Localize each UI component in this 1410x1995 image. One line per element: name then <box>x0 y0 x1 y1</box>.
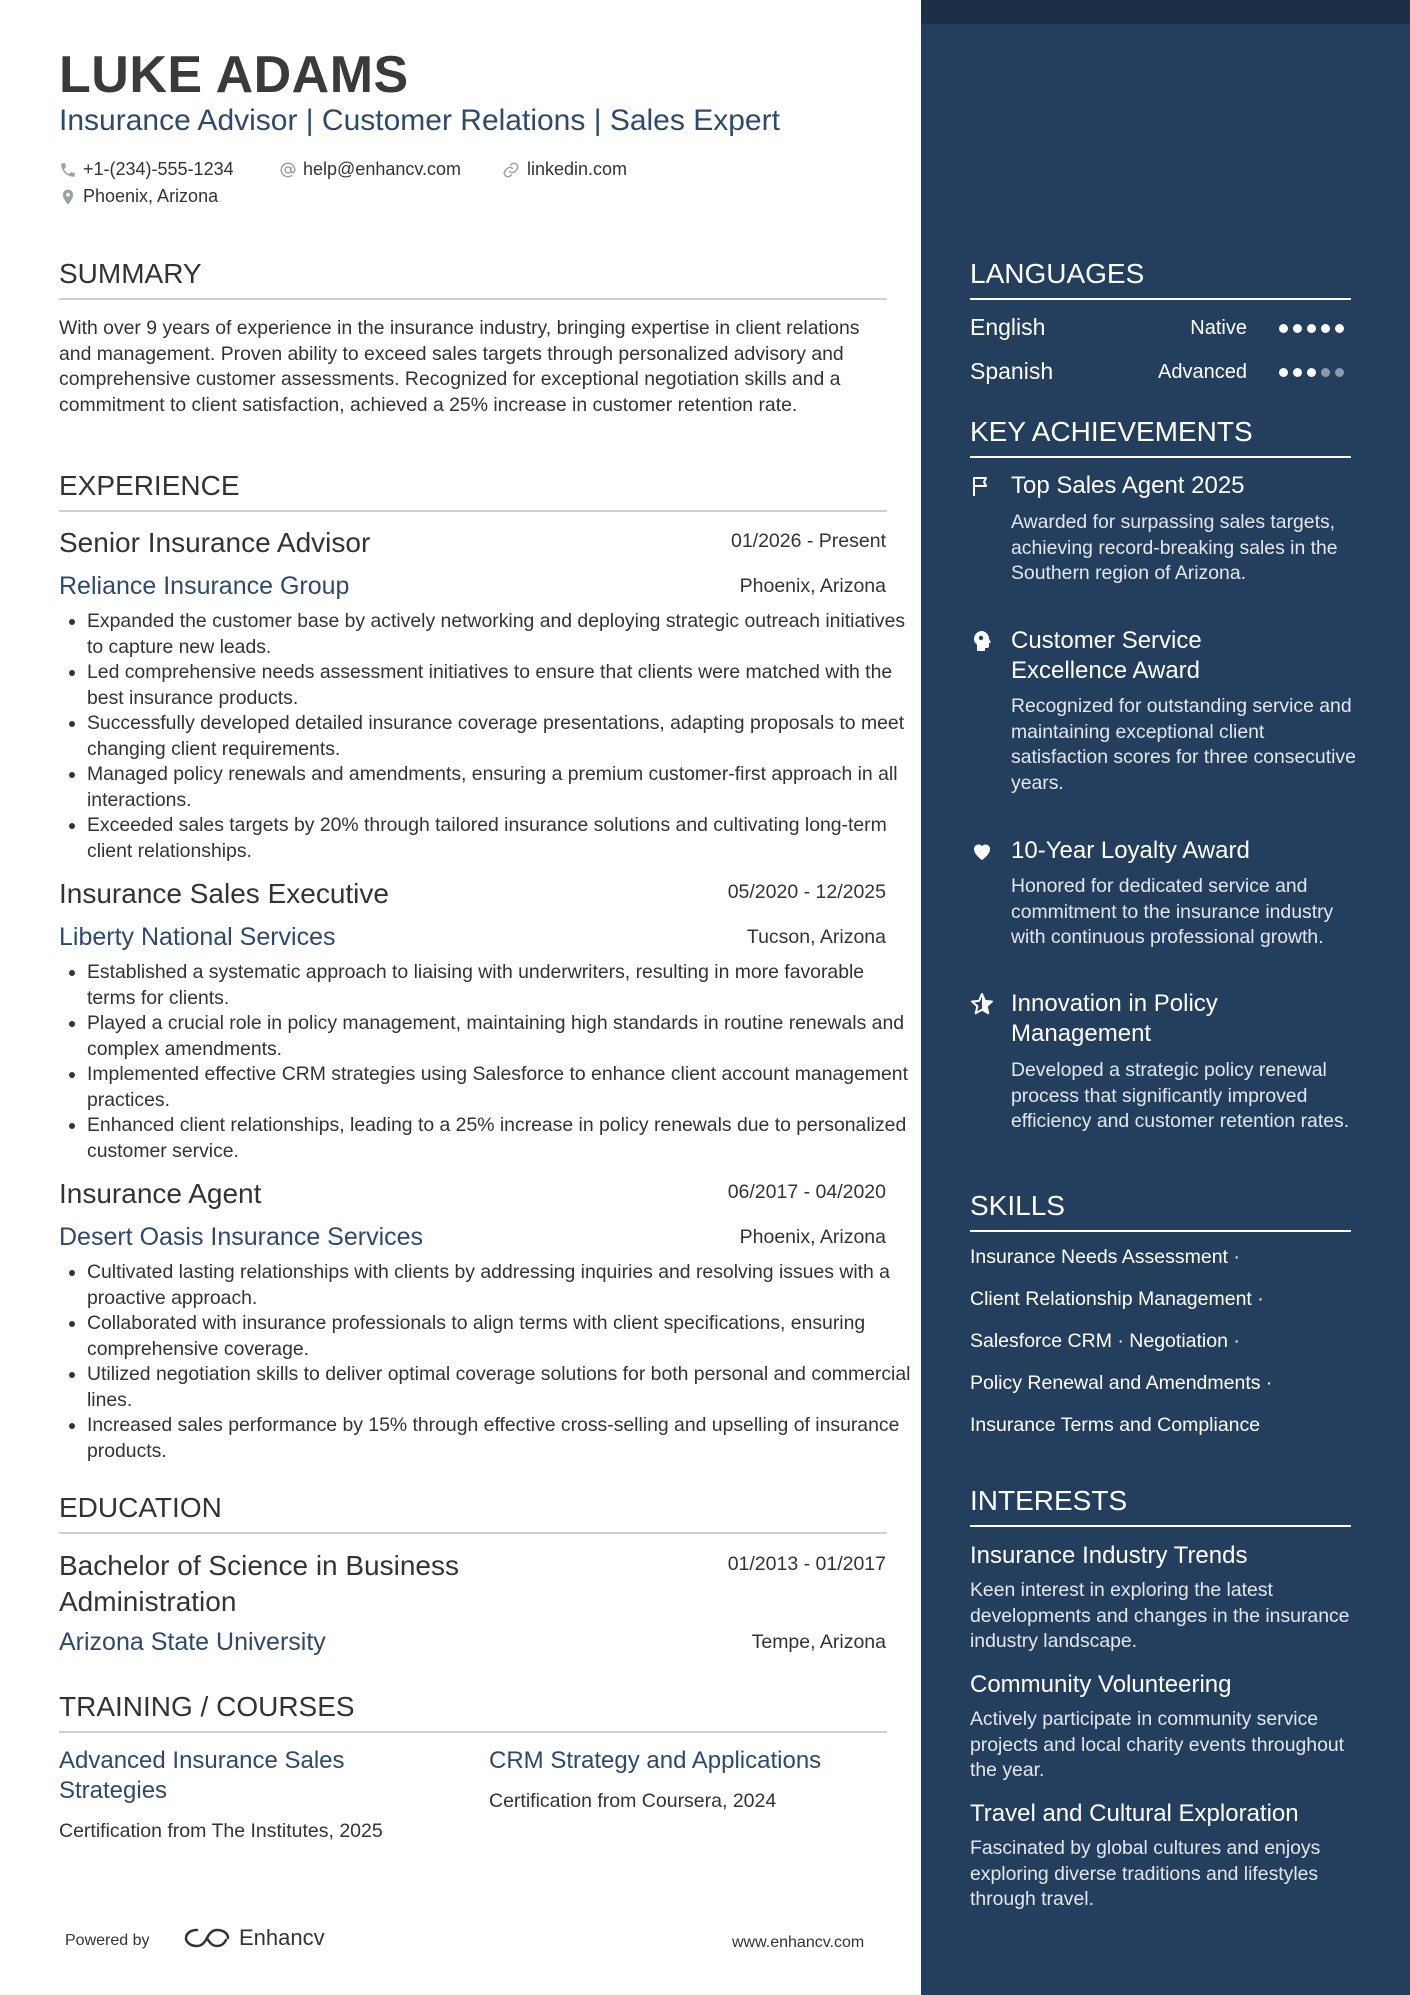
powered-by-label: Powered by <box>65 1932 150 1949</box>
degree-line: Administration <box>59 1586 237 1617</box>
phone-text: +1-(234)-555-1234 <box>83 159 234 179</box>
education-date: 01/2013 - 01/2017 <box>727 1553 886 1575</box>
job-location: Tucson, Arizona <box>746 926 886 948</box>
sidebar-top-band <box>921 0 1410 24</box>
list-item: • Expanded the customer base by actively networking and deploying strategic outreach initiatives to capture new leads. <box>87 609 917 660</box>
rating-dot <box>1335 324 1344 333</box>
job-title: Insurance Sales Executive <box>59 878 389 909</box>
list-item: • Cultivated lasting relationships with clients by addressing inquiries and resolving issues with a proactive approach. <box>87 1260 917 1311</box>
achievement-title-line: Innovation in Policy <box>1011 990 1218 1017</box>
degree-line: Bachelor of Science in Business <box>59 1550 459 1581</box>
job-bullets <box>59 1260 917 1464</box>
interest-desc: Keen interest in exploring the latest developments and changes in the insurance industry landscape. <box>970 1579 1350 1652</box>
candidate-name: LUKE ADAMS <box>59 46 409 104</box>
course-subtitle: Certification from Coursera, 2024 <box>489 1790 777 1812</box>
rating-dot <box>1279 324 1288 333</box>
course-title: CRM Strategy and Applications <box>489 1747 822 1774</box>
rating-dot <box>1307 324 1316 333</box>
achievement-desc: Awarded for surpassing sales targets, achieving record-breaking sales in the Southern region of Arizona. <box>1011 511 1338 584</box>
course-title-line: Strategies <box>59 1777 168 1804</box>
interest-title: Insurance Industry Trends <box>970 1542 1248 1569</box>
course-title-line: Advanced Insurance Sales <box>59 1747 345 1774</box>
list-item: • Managed policy renewals and amendments, ensuring a premium customer-first approach in all interactions. <box>87 762 917 813</box>
interest-desc: Fascinated by global cultures and enjoys exploring diverse traditions and lifestyles through travel. <box>970 1837 1321 1910</box>
language-name: Spanish <box>970 358 1054 384</box>
skill-line: Salesforce CRM · Negotiation · <box>970 1330 1240 1352</box>
list-item: • Established a systematic approach to liaising with underwriters, resulting in more favorable terms for clients. <box>87 960 917 1011</box>
skill-line: Client Relationship Management · <box>970 1288 1264 1310</box>
rating-dot <box>1293 324 1302 333</box>
head-icon <box>970 629 994 653</box>
sidebar <box>921 0 1410 1995</box>
contact-linkedin[interactable] <box>501 159 627 180</box>
language-name: English <box>970 314 1046 340</box>
summary-heading: SUMMARY <box>59 258 887 300</box>
skills-heading: SKILLS <box>970 1190 1351 1232</box>
link-icon <box>501 161 521 179</box>
achievement-title-line: Management <box>1011 1020 1152 1047</box>
course-title <box>59 1746 459 1806</box>
email-text: help@enhancv.com <box>303 159 462 179</box>
language-rating <box>1279 368 1344 377</box>
job-bullets <box>59 960 917 1164</box>
school-location: Tempe, Arizona <box>751 1631 886 1653</box>
company-name: Liberty National Services <box>59 923 336 951</box>
location-pin-icon <box>59 187 77 207</box>
achievements-heading: KEY ACHIEVEMENTS <box>970 416 1351 458</box>
linkedin-text: linkedin.com <box>527 159 628 179</box>
phone-icon <box>59 161 77 179</box>
achievement-desc: Recognized for outstanding service and maintaining exceptional client satisfaction scores for three consecutive years. <box>1011 695 1356 794</box>
list-item: • Implemented effective CRM strategies using Salesforce to enhance client account management practices. <box>87 1062 917 1113</box>
interests-heading: INTERESTS <box>970 1485 1351 1527</box>
skill-line: Insurance Needs Assessment · <box>970 1246 1240 1268</box>
heart-icon <box>970 839 994 863</box>
skill-line: Insurance Terms and Compliance <box>970 1414 1261 1436</box>
job-title: Senior Insurance Advisor <box>59 527 371 558</box>
job-date: 01/2026 - Present <box>730 530 886 552</box>
achievement-desc: Honored for dedicated service and commitment to the insurance industry with continuous professional growth. <box>1011 875 1334 948</box>
achievement-title-line: Excellence Award <box>1011 657 1200 684</box>
company-name: Desert Oasis Insurance Services <box>59 1223 424 1251</box>
achievement-title: Top Sales Agent 2025 <box>1011 472 1245 499</box>
star-icon <box>970 992 994 1016</box>
list-item: • Exceeded sales targets by 20% through tailored insurance solutions and cultivating long-term client relationships. <box>87 813 917 864</box>
location-text: Phoenix, Arizona <box>83 186 219 206</box>
list-item: • Played a crucial role in policy management, maintaining high standards in routine renewals and complex amendments. <box>87 1011 917 1062</box>
list-item: • Utilized negotiation skills to deliver optimal coverage solutions for both personal and commercial lines. <box>87 1362 917 1413</box>
job-location: Phoenix, Arizona <box>739 1226 886 1248</box>
achievement-title <box>1011 626 1356 686</box>
skill-line: Policy Renewal and Amendments · <box>970 1372 1273 1394</box>
list-item: • Led comprehensive needs assessment initiatives to ensure that clients were matched with the best insurance products. <box>87 660 917 711</box>
job-date: 05/2020 - 12/2025 <box>727 881 886 903</box>
at-icon <box>279 161 297 179</box>
interest-title: Community Volunteering <box>970 1671 1232 1698</box>
enhancv-logo[interactable] <box>183 1925 325 1951</box>
course-subtitle: Certification from The Institutes, 2025 <box>59 1820 383 1842</box>
experience-heading: EXPERIENCE <box>59 470 887 512</box>
achievement-title: 10-Year Loyalty Award <box>1011 837 1250 864</box>
rating-dot <box>1279 368 1288 377</box>
list-item: • Enhanced client relationships, leading to a 25% increase in policy renewals due to personalized customer service. <box>87 1113 917 1164</box>
flag-icon <box>970 474 994 498</box>
job-bullets <box>59 609 917 864</box>
enhancv-logo-icon <box>183 1926 231 1950</box>
list-item: • Collaborated with insurance professionals to align terms with client specifications, ensuring comprehensive coverage. <box>87 1311 917 1362</box>
language-level: Native <box>1190 317 1247 339</box>
contact-email[interactable] <box>279 159 461 180</box>
rating-dot <box>1321 368 1330 377</box>
achievement-title <box>1011 989 1356 1049</box>
rating-dot <box>1321 324 1330 333</box>
list-item: • Increased sales performance by 15% through effective cross-selling and upselling of insurance products. <box>87 1413 917 1464</box>
rating-dot <box>1293 368 1302 377</box>
candidate-subtitle: Insurance Advisor | Customer Relations | Sales Expert <box>59 104 780 137</box>
rating-dot <box>1335 368 1344 377</box>
job-date: 06/2017 - 04/2020 <box>727 1181 886 1203</box>
languages-heading: LANGUAGES <box>970 258 1351 300</box>
training-heading: TRAINING / COURSES <box>59 1691 887 1733</box>
rating-dot <box>1307 368 1316 377</box>
enhancv-brand: Enhancv <box>239 1925 325 1950</box>
interest-title: Travel and Cultural Exploration <box>970 1800 1299 1827</box>
language-level: Advanced <box>1158 361 1247 383</box>
language-rating <box>1279 324 1344 333</box>
list-item: • Successfully developed detailed insurance coverage presentations, adapting proposals to meet changing client requirements. <box>87 711 917 762</box>
education-heading: EDUCATION <box>59 1492 887 1534</box>
job-location: Phoenix, Arizona <box>739 575 886 597</box>
achievement-title-line: Customer Service <box>1011 627 1202 654</box>
contact-phone[interactable] <box>59 159 234 180</box>
school-name: Arizona State University <box>59 1628 326 1656</box>
footer-url[interactable]: www.enhancv.com <box>732 1934 865 1951</box>
contact-location <box>59 186 218 207</box>
interest-desc: Actively participate in community service projects and local charity events throughout the year. <box>970 1708 1345 1781</box>
achievement-desc: Developed a strategic policy renewal process that significantly improved efficiency and customer retention rates. <box>1011 1059 1350 1132</box>
job-title: Insurance Agent <box>59 1178 262 1209</box>
summary-text: With over 9 years of experience in the insurance industry, bringing expertise in client relations and management. Proven ability to exceed sales targets through personalized advisory and comprehensive customer assessments. Recognized for exceptional negotiation skills and a commitment to client satisfaction, achieved a 25% increase in customer retention rate. <box>59 317 860 416</box>
company-name: Reliance Insurance Group <box>59 572 350 600</box>
degree-title <box>59 1548 459 1620</box>
